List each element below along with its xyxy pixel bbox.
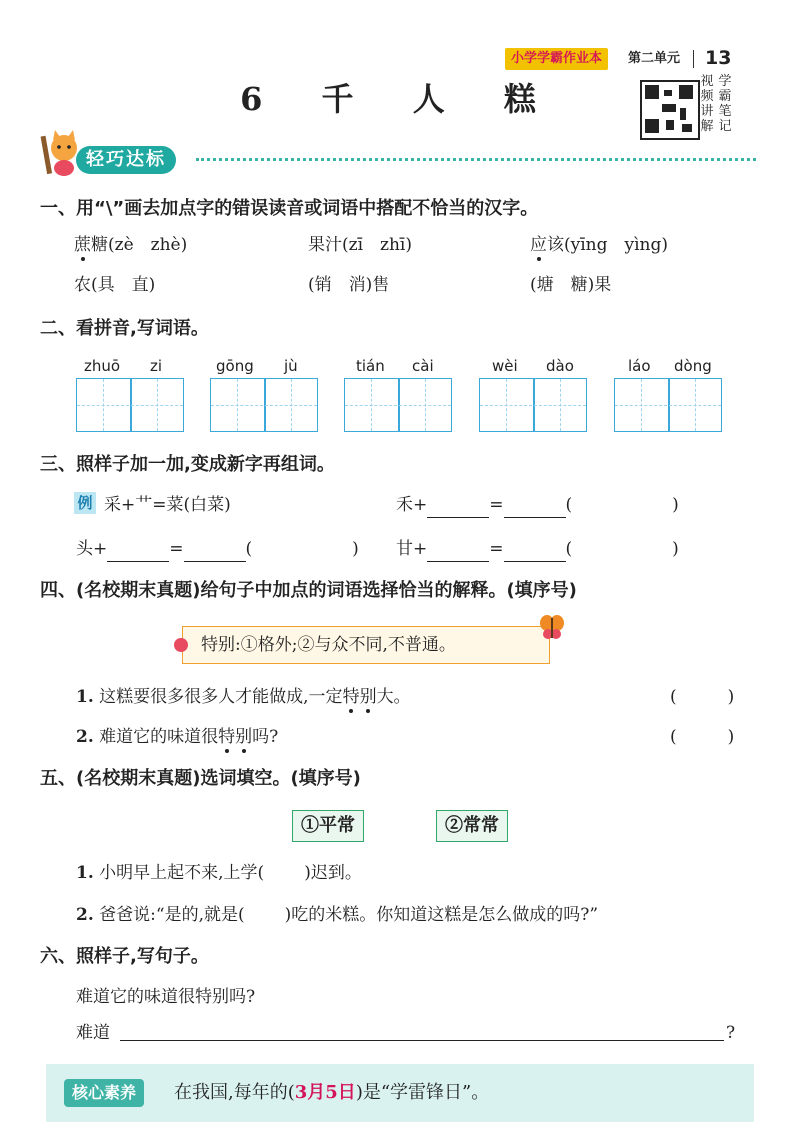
butterfly-icon bbox=[540, 614, 564, 640]
q4-title: 四、(名校期末真题)给句子中加点的词语选择恰当的解释。(填序号) bbox=[40, 580, 577, 601]
writing-grid[interactable] bbox=[210, 378, 318, 432]
q1-item: 农(具 直) bbox=[74, 275, 156, 295]
core-literacy-bar bbox=[46, 1064, 754, 1122]
video-note-col-2: 学 霸 笔 记 bbox=[718, 74, 732, 134]
section-divider bbox=[196, 158, 756, 161]
pinyin-label: tián bbox=[356, 357, 385, 375]
q6-example: 难道它的味道很特别吗? bbox=[76, 987, 256, 1007]
core-literacy-tag: 核心素养 bbox=[64, 1079, 144, 1107]
example-text: 采+艹=菜(白菜) bbox=[104, 495, 231, 515]
q1-item: 果汁(zī zhī) bbox=[308, 235, 413, 255]
writing-grid[interactable] bbox=[614, 378, 722, 432]
pinyin-label: dòng bbox=[674, 357, 712, 375]
q3-item: 甘+ = ( ) bbox=[396, 536, 679, 562]
answer-blank[interactable] bbox=[107, 543, 169, 562]
writing-grid[interactable] bbox=[344, 378, 452, 432]
answer-line[interactable] bbox=[120, 1040, 724, 1041]
page-title: 6 千 人 糕 bbox=[240, 80, 560, 118]
section-badge: 轻巧达标 bbox=[76, 146, 176, 174]
q1-item: (塘 糖)果 bbox=[530, 275, 612, 295]
q4-sentence: 2. 难道它的味道很特别吗? bbox=[76, 727, 279, 747]
pinyin-label: láo bbox=[628, 357, 651, 375]
q5-sentence: 2. 爸爸说:“是的,就是( )吃的米糕。你知道这糕是怎么做成的吗?” bbox=[76, 905, 599, 925]
brand-label: 小学学霸作业本 bbox=[505, 48, 608, 70]
word-option: ①平常 bbox=[292, 810, 364, 842]
pinyin-label: gōng bbox=[216, 357, 254, 375]
answer-blank[interactable] bbox=[504, 499, 566, 518]
core-literacy-text: 在我国,每年的(3月5日)是“学雷锋日”。 bbox=[174, 1082, 490, 1103]
video-note-col-1: 视 频 讲 解 bbox=[700, 74, 714, 134]
writing-grid[interactable] bbox=[76, 378, 184, 432]
q1-item: 应该(yīng yìng) bbox=[530, 235, 669, 255]
answer-paren[interactable]: ( ) bbox=[670, 687, 735, 707]
pinyin-label: dào bbox=[546, 357, 574, 375]
q2-title: 二、看拼音,写词语。 bbox=[40, 318, 209, 339]
answer-blank[interactable] bbox=[427, 543, 489, 562]
q3-title: 三、照样子加一加,变成新字再组词。 bbox=[40, 454, 335, 475]
q6-prompt: 难道 bbox=[76, 1023, 110, 1043]
answer-paren[interactable]: ( ) bbox=[670, 727, 735, 747]
flower-icon bbox=[174, 638, 188, 652]
definition-box: 特别:①格外;②与众不同,不普通。 bbox=[182, 626, 550, 664]
cat-mascot-icon bbox=[40, 126, 82, 178]
pinyin-label: cài bbox=[412, 357, 434, 375]
pinyin-label: zi bbox=[150, 357, 163, 375]
q1-title: 一、用“\”画去加点字的错误读音或词语中搭配不恰当的汉字。 bbox=[40, 198, 539, 219]
q1-item: 蔗糖(zè zhè) bbox=[74, 235, 188, 255]
q1-item: (销 消)售 bbox=[308, 275, 390, 295]
example-tag: 例 bbox=[74, 492, 96, 514]
pinyin-label: jù bbox=[284, 357, 298, 375]
q3-item: 头+ = ( ) bbox=[76, 536, 359, 562]
q3-item: 禾+ = ( ) bbox=[396, 492, 679, 518]
qr-code-icon[interactable] bbox=[640, 80, 700, 140]
answer-blank[interactable] bbox=[184, 543, 246, 562]
word-option: ②常常 bbox=[436, 810, 508, 842]
page-number: 13 bbox=[705, 47, 732, 69]
writing-grid[interactable] bbox=[479, 378, 587, 432]
unit-label: 第二单元 bbox=[628, 51, 681, 66]
page-separator bbox=[693, 50, 694, 68]
q4-sentence: 1. 这糕要很多很多人才能做成,一定特别大。 bbox=[76, 687, 411, 707]
pinyin-label: zhuō bbox=[84, 357, 121, 375]
answer-blank[interactable] bbox=[504, 543, 566, 562]
q6-end-mark: ? bbox=[726, 1023, 736, 1043]
q5-sentence: 1. 小明早上起不来,上学( )迟到。 bbox=[76, 863, 362, 883]
q6-title: 六、照样子,写句子。 bbox=[40, 946, 209, 967]
q5-title: 五、(名校期末真题)选词填空。(填序号) bbox=[40, 768, 361, 789]
pinyin-label: wèi bbox=[492, 357, 518, 375]
answer-blank[interactable] bbox=[427, 499, 489, 518]
